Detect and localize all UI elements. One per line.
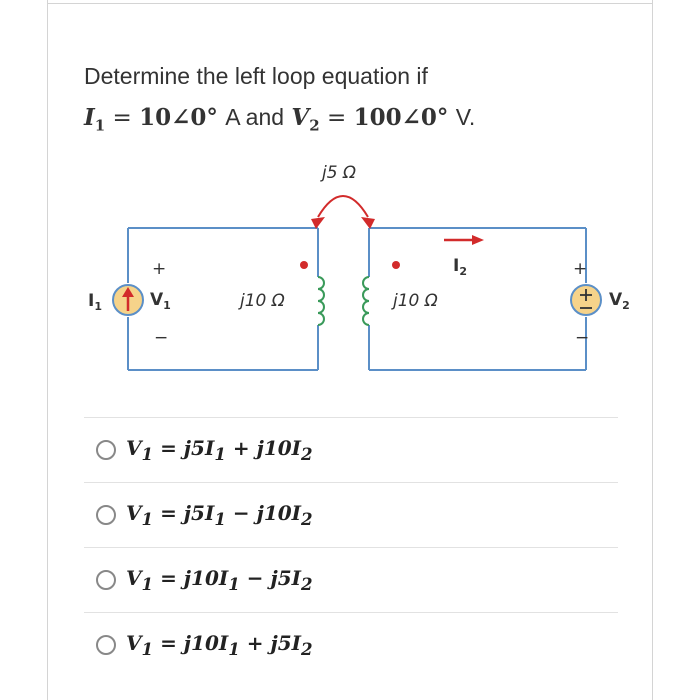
mutual-coupling-arrow	[311, 196, 375, 229]
left-inductor-coil	[318, 277, 324, 325]
answer-option-4[interactable]	[84, 612, 618, 677]
right-polarity-dot	[392, 261, 400, 269]
v1-minus-sign: −	[154, 328, 169, 348]
voltage-source	[571, 285, 601, 315]
source-current-label: $I_1$	[88, 291, 102, 313]
answer-option-1[interactable]	[84, 417, 618, 482]
left-polarity-dot	[300, 261, 308, 269]
radio-button[interactable]	[96, 570, 116, 590]
circuit-diagram	[78, 155, 638, 390]
current-source	[113, 285, 143, 315]
v2-minus-sign: −	[575, 328, 590, 348]
right-inductor-coil	[363, 277, 369, 325]
question-line-2: $I_1$ = 10∠0° A and $V_2$ = 100∠0° V.	[84, 104, 476, 135]
answer-option-3[interactable]	[84, 547, 618, 612]
option-label: $V_1 = j5I_1 - j10I_2$	[126, 501, 313, 529]
option-label: $V_1 = j5I_1 + j10I_2$	[126, 436, 313, 464]
answer-option-2[interactable]	[84, 482, 618, 547]
v2-plus-sign: +	[573, 259, 588, 279]
question-line-1: Determine the left loop equation if	[84, 63, 428, 89]
radio-button[interactable]	[96, 635, 116, 655]
left-inductor-label: j10 Ω	[240, 291, 285, 311]
option-label: $V_1 = j10I_1 + j5I_2$	[126, 631, 313, 659]
mutual-inductance-label: j5 Ω	[322, 163, 356, 183]
question-text	[84, 60, 624, 143]
loop-current-arrow	[444, 235, 484, 245]
option-label: $V_1 = j10I_1 - j5I_2$	[126, 566, 313, 594]
panel-top-border	[47, 3, 653, 4]
radio-button[interactable]	[96, 505, 116, 525]
v1-plus-sign: +	[152, 259, 167, 279]
answer-options	[84, 417, 618, 677]
right-inductor-label: j10 Ω	[393, 291, 438, 311]
i2-label: $I_2$	[453, 256, 467, 278]
v1-label: $V_1$	[150, 290, 171, 312]
radio-button[interactable]	[96, 440, 116, 460]
v2-label: $V_2$	[609, 290, 630, 312]
